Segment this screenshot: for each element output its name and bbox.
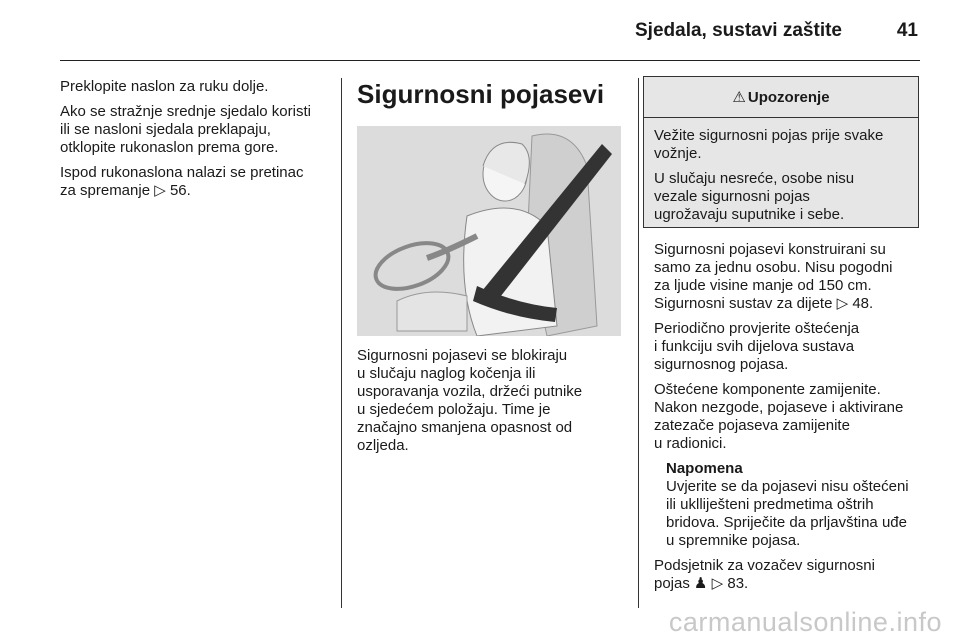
paragraph bbox=[654, 557, 924, 593]
seatbelt-reminder-icon: ♟ bbox=[694, 575, 708, 592]
column-divider-1 bbox=[341, 78, 342, 608]
warning-paragraph: U slučaju nesreće, osobe nisu vezale sigurnosni pojas ugrožavaju suputnike i sebe. bbox=[654, 170, 855, 223]
section-title: Sigurnosni pojasevi bbox=[357, 79, 605, 109]
column-3-text bbox=[654, 241, 924, 600]
note-text: Uvjerite se da pojasevi nisu oštećeni ili uklliješteni predmetima oštrih bridova. Spriječite da prljavština uđe u spremnike pojasa. bbox=[666, 478, 909, 549]
column-2-text bbox=[357, 347, 627, 455]
paragraph-text: Ispod rukonaslona nalazi se pretinac za spremanje bbox=[60, 164, 304, 199]
paragraph: Sigurnosni pojasevi se blokiraju u slučaju naglog kočenja ili usporavanja vozila, držeći putnike u sjedećem položaju. Time je značajno smanjena opasnost od ozljeda. bbox=[357, 347, 583, 454]
paragraph-text: Sigurnosni pojasevi konstruirani su samo za jednu osobu. Nisu pogodni za ljude visine manje od 150 cm. Sigurnosni sustav za dijete bbox=[654, 241, 893, 312]
chapter-title: Sjedala, sustavi zaštite bbox=[635, 20, 842, 41]
seatbelt-figure-svg bbox=[357, 126, 621, 336]
column-divider-2 bbox=[638, 78, 639, 608]
paragraph: Periodično provjerite oštećenja i funkciju svih dijelova sustava sigurnosnog pojasa. bbox=[654, 320, 860, 373]
paragraph: Oštećene komponente zamijenite. Nakon nezgode, pojaseve i aktivirane zatezače pojaseva zamijenite u radionici. bbox=[654, 381, 904, 452]
header-rule bbox=[60, 60, 920, 61]
note-block bbox=[654, 460, 924, 550]
warning-header bbox=[644, 77, 918, 118]
page-ref-arrow-icon: ▷ bbox=[711, 575, 724, 592]
column-2 bbox=[357, 78, 627, 108]
column-1 bbox=[60, 78, 330, 207]
page-ref[interactable]: 48. bbox=[852, 295, 874, 312]
paragraph bbox=[654, 241, 924, 313]
page-number: 41 bbox=[896, 20, 918, 41]
page-ref[interactable]: 83. bbox=[727, 575, 749, 592]
page-header bbox=[0, 0, 960, 60]
page-ref-arrow-icon: ▷ bbox=[836, 295, 849, 312]
warning-triangle-icon: ⚠ bbox=[732, 89, 746, 106]
page-ref-arrow-icon: ▷ bbox=[154, 182, 166, 199]
page-ref[interactable]: 56. bbox=[169, 182, 191, 199]
paragraph: Preklopite naslon za ruku dolje. bbox=[60, 78, 269, 95]
paragraph-text: Podsjetnik za vozačev sigurnosni pojas bbox=[654, 557, 875, 592]
note-title: Napomena bbox=[666, 460, 743, 477]
warning-box bbox=[643, 76, 919, 228]
paragraph bbox=[60, 164, 330, 200]
paragraph: Ako se stražnje srednje sjedalo koristi ili se nasloni sjedala preklapaju, otklopite rukonaslon prema gore. bbox=[60, 103, 311, 156]
watermark: carmanualsonline.info bbox=[668, 607, 942, 637]
seatbelt-illustration bbox=[357, 126, 621, 336]
warning-body bbox=[644, 118, 918, 224]
warning-title: Upozorenje bbox=[747, 88, 830, 106]
warning-paragraph: Vežite sigurnosni pojas prije svake vožnje. bbox=[654, 127, 884, 162]
